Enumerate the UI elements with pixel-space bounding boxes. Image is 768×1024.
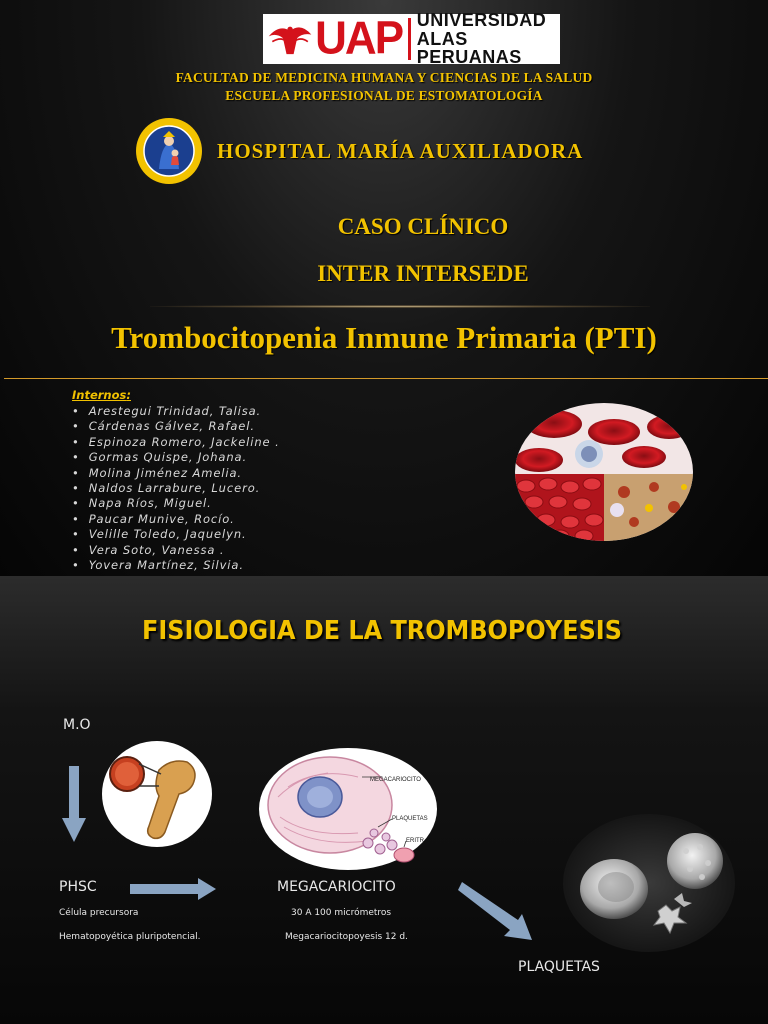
- intern-item: • Molina Jiménez Amelia.: [72, 466, 280, 481]
- intern-item: • Napa Ríos, Miguel.: [72, 496, 280, 511]
- megakaryocyte-diagram: [258, 747, 438, 871]
- phsc-desc-line1: Célula precursora: [59, 908, 139, 918]
- logo-uap-text: UAP: [315, 12, 403, 65]
- glow-divider: [150, 305, 650, 308]
- interns-label: Internos: [72, 388, 127, 402]
- intern-item: • Cárdenas Gálvez, Rafael.: [72, 419, 280, 434]
- interns-list-block: [72, 388, 280, 573]
- logo-separator: [408, 18, 411, 60]
- platelets-sem-image: [562, 813, 737, 953]
- eritr-diagram-label: ERITR: [406, 838, 424, 844]
- arrow-right-icon: [130, 878, 216, 900]
- intern-item: • Vera Soto, Vanessa .: [72, 543, 280, 558]
- bone-marrow-image: [101, 740, 213, 848]
- slide-physiology: [0, 576, 768, 1024]
- phsc-desc-line2: Hematopoyética pluripotencial.: [59, 932, 201, 942]
- condor-emblem-icon: [267, 16, 313, 62]
- caso-clinico-heading: CASO CLÍNICO: [337, 214, 509, 239]
- interns-label-colon: :: [126, 388, 131, 402]
- inter-intersede-heading: INTER INTERSEDE: [317, 261, 529, 286]
- megacariocito-diagram-label: MEGACARIOCITO: [370, 777, 421, 783]
- physiology-title: FISIOLOGIA DE LA TROMBOPOYESIS: [142, 616, 622, 646]
- plaquetas-diagram-label: PLAQUETAS: [392, 816, 428, 822]
- logo-university-name: [417, 11, 560, 66]
- phsc-label: PHSC: [59, 879, 97, 895]
- intern-item: • Yovera Martínez, Silvia.: [72, 558, 280, 573]
- uap-logo: [263, 10, 560, 68]
- intern-item: • Naldos Larrabure, Lucero.: [72, 481, 280, 496]
- logo-line2: ALAS PERUANAS: [416, 28, 522, 68]
- arrow-down-icon: [62, 766, 86, 842]
- logo-line1: UNIVERSIDAD: [416, 10, 547, 31]
- intern-item: • Velille Toledo, Jaquelyn.: [72, 527, 280, 542]
- megacariocito-label: MEGACARIOCITO: [277, 879, 396, 895]
- presentation-title: Trombocitopenia Inmune Primaria (PTI): [111, 320, 657, 355]
- hospital-seal-icon: [135, 117, 203, 185]
- school-line: ESCUELA PROFESIONAL DE ESTOMATOLOGÍA: [225, 88, 543, 103]
- intern-item: • Paucar Munive, Rocío.: [72, 512, 280, 527]
- plaquetas-label: PLAQUETAS: [518, 959, 600, 975]
- mo-label: M.O: [63, 717, 91, 733]
- megacariocito-desc-line1: 30 A 100 micrómetros: [291, 908, 392, 918]
- hospital-name: HOSPITAL MARÍA AUXILIADORA: [217, 139, 584, 163]
- orange-divider: [4, 378, 768, 379]
- blood-cells-image: [514, 402, 694, 542]
- arrow-diagonal-icon: [458, 882, 534, 942]
- intern-item: • Arestegui Trinidad, Talisa.: [72, 404, 280, 419]
- intern-item: • Gormas Quispe, Johana.: [72, 450, 280, 465]
- intern-item: • Espinoza Romero, Jackeline .: [72, 435, 280, 450]
- interns-list: [72, 404, 280, 573]
- megacariocito-desc-line2: Megacariocitopoyesis 12 d.: [285, 932, 408, 942]
- faculty-line: FACULTAD DE MEDICINA HUMANA Y CIENCIAS DE LA SALUD: [175, 70, 593, 85]
